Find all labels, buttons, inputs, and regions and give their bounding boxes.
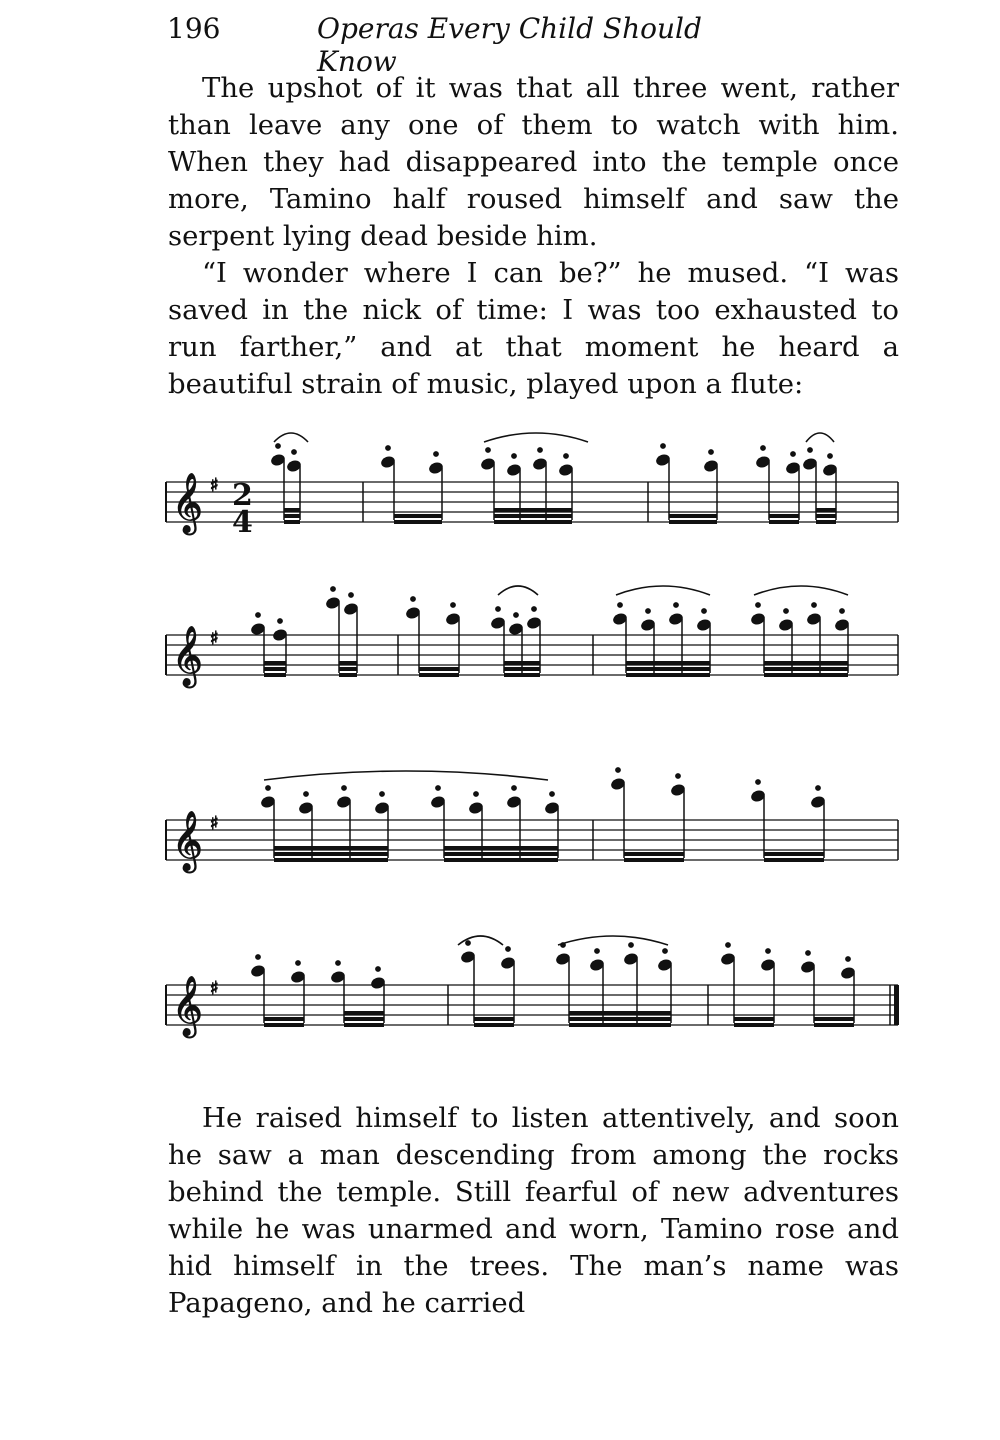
slur bbox=[498, 586, 538, 595]
note-beam bbox=[626, 667, 710, 671]
note-beam bbox=[764, 673, 848, 677]
paragraph: The upshot of it was that all three went, rather than leave any one of them to watch with him. When they had disappeared into the temple once more, Tamino half roused himself and saw the serpent lying dead beside him. bbox=[168, 72, 899, 252]
slur bbox=[458, 936, 503, 945]
note-beam bbox=[816, 520, 836, 524]
running-title: Operas Every Child Should Know bbox=[317, 12, 702, 78]
note-beam bbox=[264, 661, 286, 665]
staccato-dot bbox=[466, 941, 471, 946]
note-beam bbox=[339, 661, 357, 665]
staccato-dot bbox=[840, 609, 845, 614]
slur bbox=[558, 936, 668, 945]
staccato-dot bbox=[336, 961, 341, 966]
staccato-dot bbox=[342, 786, 347, 791]
note-beam bbox=[474, 1023, 514, 1027]
staccato-dot bbox=[761, 446, 766, 451]
note-beam bbox=[264, 1023, 304, 1027]
note-beam bbox=[394, 520, 442, 524]
staccato-dot bbox=[812, 603, 817, 608]
staccato-dot bbox=[808, 448, 813, 453]
staccato-dot bbox=[411, 597, 416, 602]
staccato-dot bbox=[806, 951, 811, 956]
staccato-dot bbox=[256, 955, 261, 960]
note-beam bbox=[504, 667, 540, 671]
slur bbox=[484, 433, 588, 442]
note-beam bbox=[814, 1017, 854, 1021]
note-beam bbox=[444, 852, 558, 856]
note-beam bbox=[734, 1023, 774, 1027]
note-beam bbox=[264, 1017, 304, 1021]
staccato-dot bbox=[451, 603, 456, 608]
staccato-dot bbox=[756, 780, 761, 785]
flute-melody-score bbox=[158, 430, 903, 1080]
note-beam bbox=[569, 1011, 671, 1015]
staccato-dot bbox=[702, 609, 707, 614]
final-barline-thick bbox=[894, 985, 899, 1025]
note-beam bbox=[339, 667, 357, 671]
treble-clef: 𝄞 bbox=[172, 976, 203, 1036]
staccato-dot bbox=[386, 446, 391, 451]
slur bbox=[754, 586, 848, 595]
note-beam bbox=[344, 1017, 384, 1021]
treble-clef: 𝄞 bbox=[172, 473, 203, 533]
note-beam bbox=[569, 1017, 671, 1021]
body-text-bottom bbox=[168, 1100, 899, 1322]
staccato-dot bbox=[726, 943, 731, 948]
note-beam bbox=[394, 514, 442, 518]
staccato-dot bbox=[486, 448, 491, 453]
key-signature-sharp: ♯ bbox=[210, 628, 219, 649]
note-beam bbox=[264, 667, 286, 671]
note-beam bbox=[734, 1017, 774, 1021]
treble-clef: 𝄞 bbox=[172, 626, 203, 686]
note-beam bbox=[494, 508, 572, 512]
staccato-dot bbox=[756, 603, 761, 608]
staccato-dot bbox=[506, 947, 511, 952]
note-beam bbox=[624, 852, 684, 856]
staccato-dot bbox=[646, 609, 651, 614]
note-beam bbox=[764, 667, 848, 671]
note-beam bbox=[419, 673, 459, 677]
staccato-dot bbox=[661, 444, 666, 449]
staccato-dot bbox=[564, 454, 569, 459]
note-beam bbox=[624, 858, 684, 862]
slur bbox=[264, 771, 548, 780]
staccato-dot bbox=[674, 603, 679, 608]
staccato-dot bbox=[595, 949, 600, 954]
staccato-dot bbox=[292, 450, 297, 455]
note-beam bbox=[344, 1023, 384, 1027]
staccato-dot bbox=[663, 949, 668, 954]
staccato-dot bbox=[512, 786, 517, 791]
staccato-dot bbox=[784, 609, 789, 614]
paragraph: “I wonder where I can be?” he mused. “I was saved in the nick of time: I was too exhausted to run farther,” and at that moment he heard a beautiful strain of music, played upon a flute: bbox=[168, 257, 899, 400]
note-beam bbox=[274, 858, 388, 862]
staccato-dot bbox=[331, 587, 336, 592]
slur bbox=[616, 586, 710, 595]
slur bbox=[806, 433, 834, 442]
staccato-dot bbox=[434, 452, 439, 457]
page-header bbox=[167, 12, 757, 78]
time-signature-bottom: 4 bbox=[232, 505, 253, 540]
paragraph: He raised himself to listen attentively, and soon he saw a man descending from among the rocks behind the temple. Still fearful of new adventures while he was unarmed and worn, Tamino rose and hid himself in the trees. The man’s name was Papageno, and he carried bbox=[168, 1102, 899, 1319]
staccato-dot bbox=[514, 613, 519, 618]
key-signature-sharp: ♯ bbox=[210, 978, 219, 999]
note-beam bbox=[569, 1023, 671, 1027]
note-beam bbox=[816, 514, 836, 518]
note-beam bbox=[669, 520, 717, 524]
key-signature-sharp: ♯ bbox=[210, 475, 219, 496]
staccato-dot bbox=[709, 450, 714, 455]
staccato-dot bbox=[618, 603, 623, 608]
note-beam bbox=[474, 1017, 514, 1021]
note-beam bbox=[419, 667, 459, 671]
staccato-dot bbox=[816, 786, 821, 791]
note-beam bbox=[816, 508, 836, 512]
staccato-dot bbox=[276, 444, 281, 449]
treble-clef: 𝄞 bbox=[172, 811, 203, 871]
staccato-dot bbox=[616, 768, 621, 773]
slur bbox=[274, 433, 308, 442]
staccato-dot bbox=[828, 454, 833, 459]
staccato-dot bbox=[550, 792, 555, 797]
staccato-dot bbox=[256, 613, 261, 618]
note-beam bbox=[274, 846, 388, 850]
note-beam bbox=[444, 858, 558, 862]
note-beam bbox=[504, 661, 540, 665]
staccato-dot bbox=[629, 943, 634, 948]
note-beam bbox=[626, 673, 710, 677]
staccato-dot bbox=[766, 949, 771, 954]
note-beam bbox=[494, 514, 572, 518]
staccato-dot bbox=[278, 619, 283, 624]
staccato-dot bbox=[296, 961, 301, 966]
staccato-dot bbox=[349, 593, 354, 598]
staccato-dot bbox=[676, 774, 681, 779]
note-beam bbox=[764, 858, 824, 862]
note-beam bbox=[344, 1011, 384, 1015]
note-beam bbox=[274, 852, 388, 856]
note-beam bbox=[284, 514, 300, 518]
staccato-dot bbox=[791, 452, 796, 457]
note-beam bbox=[339, 673, 357, 677]
staccato-dot bbox=[380, 792, 385, 797]
staccato-dot bbox=[304, 792, 309, 797]
note-beam bbox=[264, 673, 286, 677]
note-beam bbox=[626, 661, 710, 665]
staccato-dot bbox=[376, 967, 381, 972]
staccato-dot bbox=[474, 792, 479, 797]
note-beam bbox=[494, 520, 572, 524]
note-beam bbox=[669, 514, 717, 518]
note-beam bbox=[444, 846, 558, 850]
note-beam bbox=[284, 520, 300, 524]
note-beam bbox=[284, 508, 300, 512]
staccato-dot bbox=[266, 786, 271, 791]
note-beam bbox=[814, 1023, 854, 1027]
note-beam bbox=[764, 661, 848, 665]
key-signature-sharp: ♯ bbox=[210, 813, 219, 834]
note-beam bbox=[769, 514, 799, 518]
staccato-dot bbox=[496, 607, 501, 612]
body-text-top bbox=[168, 70, 899, 403]
staccato-dot bbox=[532, 607, 537, 612]
staccato-dot bbox=[538, 448, 543, 453]
staccato-dot bbox=[512, 454, 517, 459]
staccato-dot bbox=[436, 786, 441, 791]
page-number: 196 bbox=[167, 12, 221, 45]
note-beam bbox=[504, 673, 540, 677]
note-beam bbox=[769, 520, 799, 524]
time-signature-top: 2 bbox=[232, 478, 253, 513]
note-beam bbox=[764, 852, 824, 856]
staccato-dot bbox=[846, 957, 851, 962]
